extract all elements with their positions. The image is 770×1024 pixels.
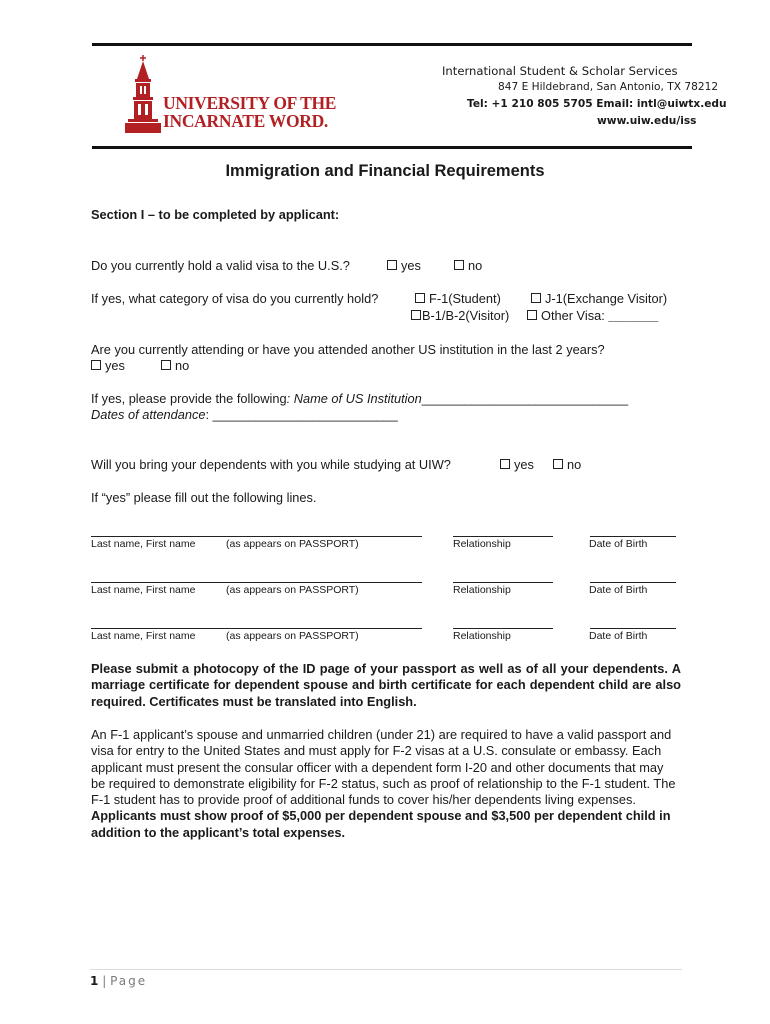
institution-no-option[interactable]: no xyxy=(161,358,189,373)
top-rule xyxy=(92,43,692,46)
visa-j1-option[interactable]: J-1(Exchange Visitor) xyxy=(531,291,667,306)
header-bottom-rule xyxy=(92,146,692,149)
office-contact: Tel: +1 210 805 5705 Email: intl@uiwtx.edu xyxy=(467,98,727,110)
dependents-question: Will you bring your dependents with you while studying at UIW? xyxy=(91,457,451,472)
university-logo-tower xyxy=(125,55,161,133)
dependent-relationship-field[interactable] xyxy=(453,582,553,583)
passport-notice: Please submit a photocopy of the ID page of your passport as well as of all your dependents. A marriage certificate for dependent spouse and birth certificate for each dependent child are also required. Certificates must be translated into English. xyxy=(91,661,681,709)
dob-label: Date of Birth xyxy=(589,538,648,550)
dependent-name-field[interactable] xyxy=(91,628,422,629)
checkbox-icon[interactable] xyxy=(415,293,425,303)
page-title: Immigration and Financial Requirements xyxy=(225,162,545,180)
dependent-dob-field[interactable] xyxy=(590,536,676,537)
footer-rule xyxy=(90,969,682,970)
checkbox-icon[interactable] xyxy=(411,310,421,320)
dates-attendance-line: Dates of attendance: __________________________ xyxy=(91,407,398,422)
passport-label: (as appears on PASSPORT) xyxy=(226,584,359,596)
institution-name-field[interactable]: _____________________________ xyxy=(421,391,629,406)
office-address: 847 E Hildebrand, San Antonio, TX 78212 xyxy=(498,81,719,93)
visa-yes-option[interactable]: yes xyxy=(387,258,421,273)
dependent-name-field[interactable] xyxy=(91,582,422,583)
checkbox-icon[interactable] xyxy=(500,459,510,469)
logo-line-1: UNIVERSITY OF THE xyxy=(163,93,337,113)
logo-line-2: INCARNATE WORD. xyxy=(163,111,329,131)
checkbox-icon[interactable] xyxy=(91,360,101,370)
checkbox-icon[interactable] xyxy=(387,260,397,270)
other-visa-field[interactable]: _______ xyxy=(608,308,659,323)
relationship-label: Relationship xyxy=(453,584,511,596)
dependent-relationship-field[interactable] xyxy=(453,536,553,537)
name-label: Last name, First name xyxy=(91,630,196,642)
footer-separator: | xyxy=(102,974,107,988)
office-name: International Student & Scholar Services xyxy=(442,64,678,78)
visa-b1b2-option[interactable]: B-1/B-2(Visitor) xyxy=(411,308,509,323)
checkbox-icon[interactable] xyxy=(161,360,171,370)
institution-question: Are you currently attending or have you attended another US institution in the last 2 years? xyxy=(91,342,605,357)
dob-label: Date of Birth xyxy=(589,630,648,642)
funds-requirement: Applicants must show proof of $5,000 per dependent spouse and $3,500 per dependent child in addition to the applicant’s total expenses. xyxy=(91,808,671,840)
visa-category-question: If yes, what category of visa do you currently hold? xyxy=(91,291,379,306)
institution-yes-option[interactable]: yes xyxy=(91,358,125,373)
dates-attendance-field[interactable]: : __________________________ xyxy=(205,407,398,422)
page-word: Page xyxy=(110,974,148,988)
dependent-dob-field[interactable] xyxy=(590,628,676,629)
checkbox-icon[interactable] xyxy=(527,310,537,320)
page-footer xyxy=(90,974,147,988)
dependent-relationship-field[interactable] xyxy=(453,628,553,629)
office-website: www.uiw.edu/iss xyxy=(597,115,697,127)
name-label: Last name, First name xyxy=(91,538,196,550)
checkbox-icon[interactable] xyxy=(454,260,464,270)
name-label: Last name, First name xyxy=(91,584,196,596)
dependents-no-option[interactable]: no xyxy=(553,457,581,472)
dob-label: Date of Birth xyxy=(589,584,648,596)
page-number: 1 xyxy=(90,974,99,988)
visa-f1-option[interactable]: F-1(Student) xyxy=(415,291,501,306)
dependent-name-field[interactable] xyxy=(91,536,422,537)
dependents-instruction: If “yes” please fill out the following lines. xyxy=(91,490,317,505)
f2-info-paragraph: An F-1 applicant’s spouse and unmarried children (under 21) are required to have a valid passport and visa for entry to the United States and must apply for F-2 visas at a U.S. consulate or embassy. Each applicant must present the consular officer with a dependent form I-20 and other documents that may be required to demonstrate eligibility for F-2 status, such as proof of relationship to the F-1 student. The F-1 student has to provide proof of additional funds to cover his/her dependents living expenses. Applicants must show proof of $5,000 per dependent spouse and $3,500 per dependent child in addition to the applicant’s total expenses. xyxy=(91,727,676,840)
visa-question: Do you currently hold a valid visa to the U.S.? xyxy=(91,258,350,273)
checkbox-icon[interactable] xyxy=(553,459,563,469)
dependent-dob-field[interactable] xyxy=(590,582,676,583)
passport-label: (as appears on PASSPORT) xyxy=(226,630,359,642)
relationship-label: Relationship xyxy=(453,538,511,550)
visa-no-option[interactable]: no xyxy=(454,258,482,273)
dependents-yes-option[interactable]: yes xyxy=(500,457,534,472)
visa-other-option[interactable]: Other Visa: _______ xyxy=(527,308,658,323)
institution-name-line: If yes, please provide the following: Name of US Institution_____________________________ xyxy=(91,391,629,406)
relationship-label: Relationship xyxy=(453,630,511,642)
passport-label: (as appears on PASSPORT) xyxy=(226,538,359,550)
section-heading: Section I – to be completed by applicant: xyxy=(91,207,340,222)
checkbox-icon[interactable] xyxy=(531,293,541,303)
